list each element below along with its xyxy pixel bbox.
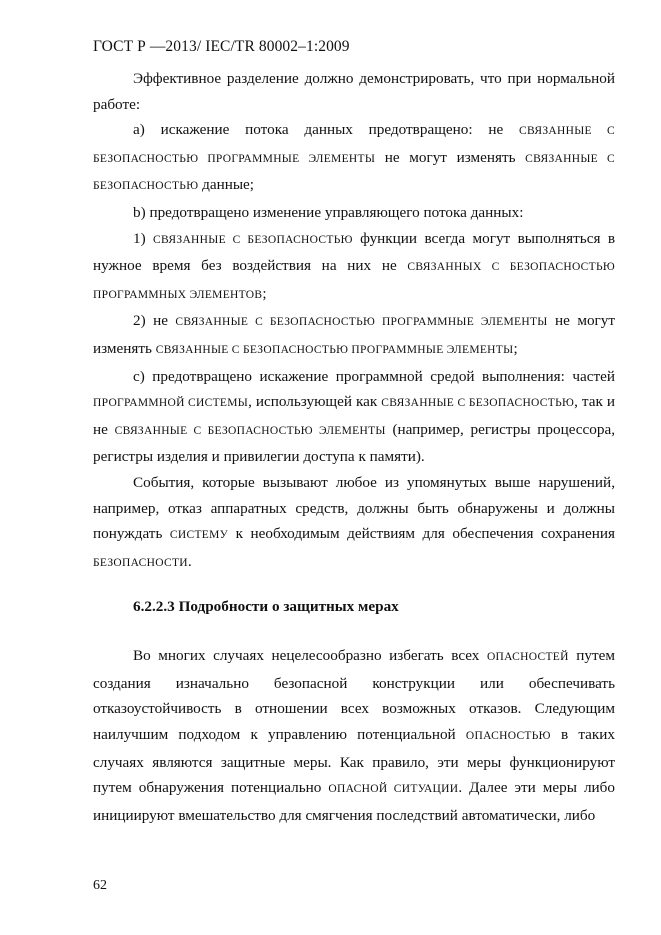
paragraph-2: а) искажение потока данных предотвращено: не СВЯЗАННЫЕ С БЕЗОПАСНОСТЬЮ ПРОГРАММНЫЕ ЭЛЕМЕНТЫ не могут изменять СВЯЗАННЫЕ С БЕЗОПАСНОСТЬЮ данные;: [93, 121, 615, 194]
page-content: [93, 66, 615, 828]
paragraph-5: 2) не СВЯЗАННЫЕ С БЕЗОПАСНОСТЬЮ ПРОГРАММНЫЕ ЭЛЕМЕНТЫ не могут изменять СВЯЗАННЫЕ С БЕЗОПАСНОСТЬЮ ПРОГРАММНЫЕ ЭЛЕМЕНТЫ;: [93, 312, 615, 357]
section-heading: 6.2.2.3 Подробности о защитных мерах: [133, 598, 399, 616]
paragraph-7: События, которые вызывают любое из упомянутых выше нарушений, например, отказ аппаратных средств, должны быть обнаружены и должны понуждать СИСТЕМУ к необходимым действиям для обеспечения сохранения БЕЗОПАСНОСТИ.: [93, 473, 616, 570]
paragraph-6: с) предотвращено искажение программной средой выполнения: частей ПРОГРАММНОЙ СИСТЕМЫ, использующей как СВЯЗАННЫЕ С БЕЗОПАСНОСТЬЮ, так и не СВЯЗАННЫЕ С БЕЗОПАСНОСТЬЮ ЭЛЕМЕНТЫ (например, регистры процессора, регистры изделия и привилегии доступа к памяти).: [93, 367, 616, 466]
paragraph-8: Во многих случаях нецелесообразно избегать всех ОПАСНОСТЕЙ путем создания изначально безопасной конструкции или обеспечивать отказоустойчивость в отношении всех возможных отказов. Следующим наилучшим подходом к управлению потенциальной ОПАСНОСТЬЮ в таких случаях являются защитные меры. Как правило, эти меры функционируют путем обнаружения потенциально ОПАСНОЙ СИТУАЦИИ. Далее эти меры либо инициируют вмешательство для смягчения последствий автоматически, либо: [93, 647, 615, 824]
document-header: ГОСТ Р —2013/ IEC/TR 80002–1:2009: [93, 38, 350, 55]
paragraph-3: b) предотвращено изменение управляющего потока данных:: [133, 203, 524, 221]
paragraph-4: 1) СВЯЗАННЫЕ С БЕЗОПАСНОСТЬЮ функции всегда могут выполняться в нужное время без воздействия на них не СВЯЗАННЫХ С БЕЗОПАСНОСТЬЮ ПРОГРАММНЫХ ЭЛЕМЕНТОВ;: [93, 229, 616, 302]
paragraph-1: Эффективное разделение должно демонстрировать, что при нормальной работе:: [93, 70, 615, 113]
page-number: 62: [93, 878, 107, 893]
